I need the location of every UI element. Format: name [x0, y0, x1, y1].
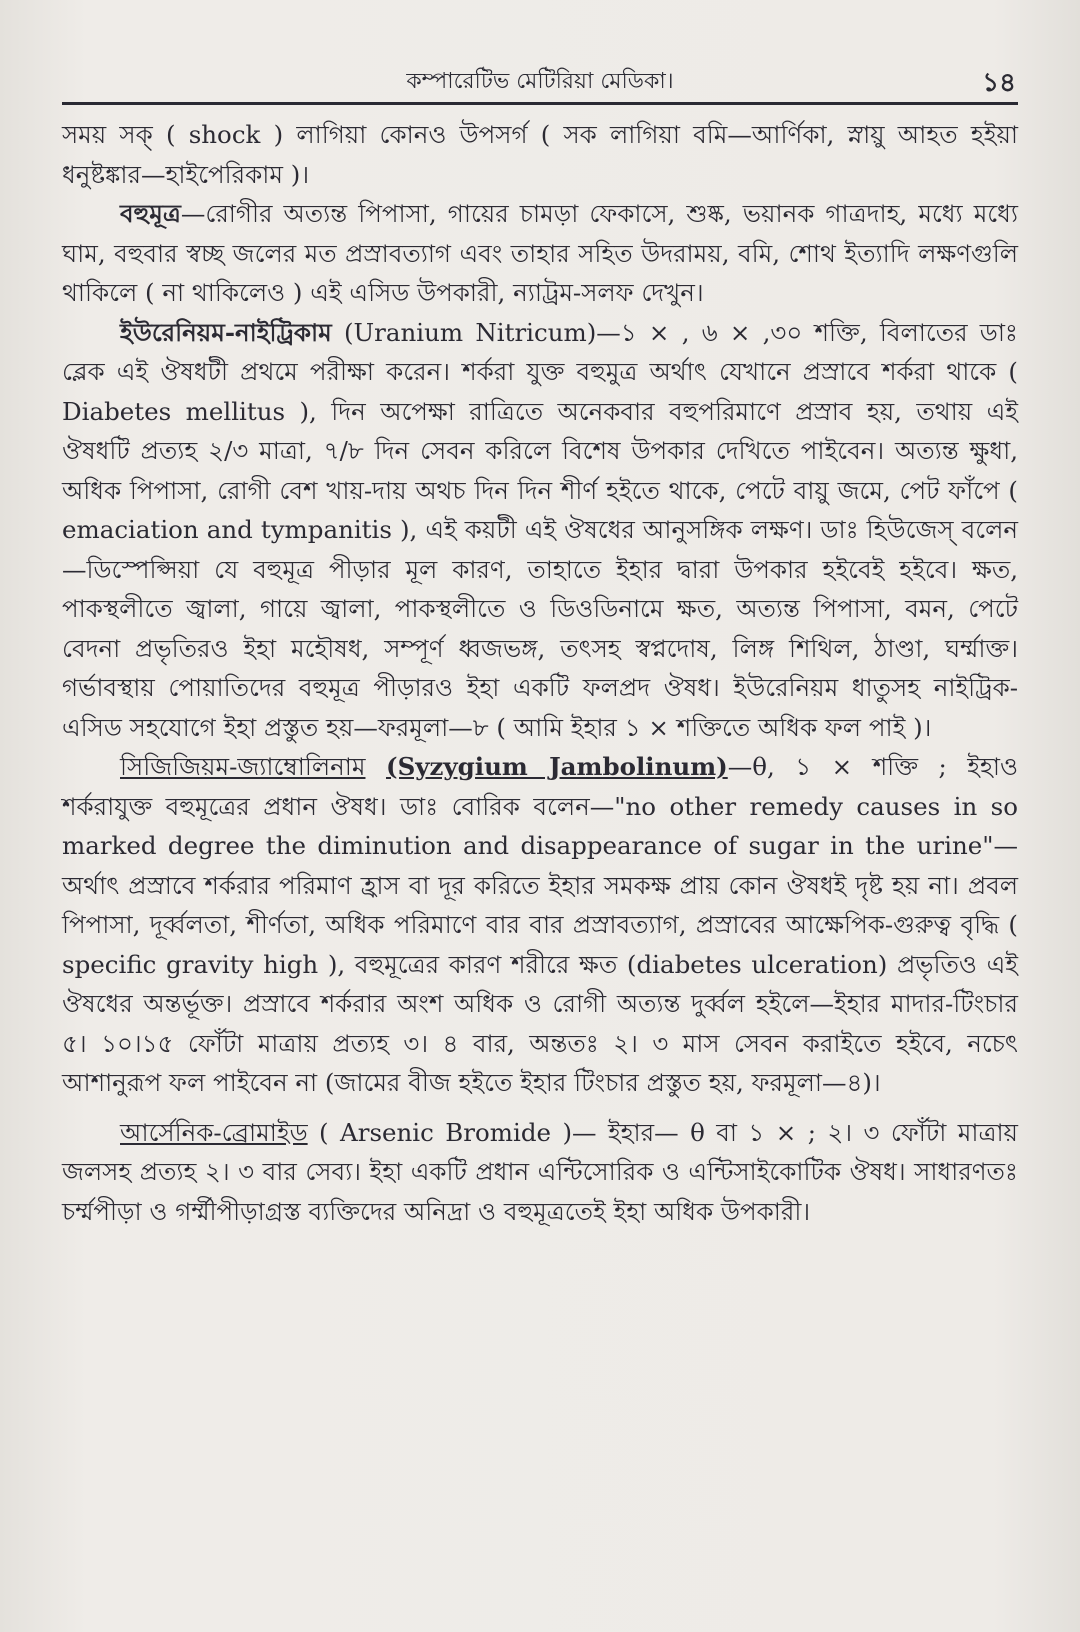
paragraph-text: সময় সক্ ( shock ) লাগিয়া কোনও উপসর্গ ( সক লাগিয়া বমি—আর্ণিকা, স্নায়ু আহত হইয়া ধনুষ্টঙ্কার—হাইপেরিকাম )।	[62, 120, 1018, 189]
paragraph-continuation	[62, 115, 1018, 194]
paragraph-text: —θ, ১ × শক্তি ; ইহাও শর্করাযুক্ত বহুমূত্রের প্রধান ঔষধ। ডাঃ বোরিক বলেন—	[62, 752, 1019, 821]
paragraph-uranium-nitricum	[62, 313, 1018, 748]
paragraph-bahumutra	[62, 194, 1018, 313]
entry-latin-name: (Syzygium Jambolinum)	[386, 752, 728, 781]
paragraph-text: —অর্থাৎ প্রস্রাবে শর্করার পরিমাণ হ্রাস বা দূর করিতে ইহার সমকক্ষ প্রায় কোন ঔষধই দৃষ্ট হয় না। প্রবল পিপাসা, দূর্ব্বলতা, শীর্ণতা, অধিক পরিমাণে বার বার প্রস্রাবত্যাগ, প্রস্রাবের আক্ষেপিক-গুরুত্ব বৃদ্ধি ( specific gravity high ), বহুমূত্রের কারণ শরীরে ক্ষত (diabetes ulceration) প্রভৃতিও এই ঔষধের অন্তর্ভূক্ত। প্রস্রাবে শর্করার অংশ অধিক ও রোগী অত্যন্ত দুর্ব্বল হইলে—ইহার মাদার-টিংচার ৫। ১০।১৫ ফোঁটা মাত্রায় প্রত্যহ ৩। ৪ বার, অন্ততঃ ২। ৩ মাস সেবন করাইতে হইবে, নচেৎ আশানুরূপ ফল পাইবেন না (জামের বীজ হইতে ইহার টিংচার প্রস্তুত হয়, ফরমূলা—৪)।	[62, 831, 1018, 1097]
entry-term: বহুমূত্র	[120, 199, 181, 228]
entry-term: আর্সেনিক-ব্রোমাইড	[120, 1117, 308, 1147]
page-number: ১৪	[982, 68, 1016, 98]
running-title: কম্পারেটিভ মেটিরিয়া মেডিকা।	[406, 69, 674, 94]
paragraph-syzygium	[62, 747, 1018, 1103]
paragraph-text: ( Arsenic Bromide )— ইহার— θ বা ১ × ; ২। ৩ ফোঁটা মাত্রায় জলসহ প্রত্যহ ২। ৩ বার সেব্য। ইহা একটি প্রধান এন্টিসোরিক ও এন্টিসাইকোটিক ঔষধ। সাধারণতঃ চর্ম্মপীড়া ও গর্ম্মীপীড়াগ্রস্ত ব্যক্তিদের অনিদ্রা ও বহুমূত্রতেই ইহা অধিক উপকারী।	[62, 1117, 1018, 1226]
paragraph-arsenic-bromide	[62, 1113, 1018, 1232]
entry-term: সিজিজিয়ম-জ্যাম্বোলিনাম	[120, 752, 366, 781]
header-rule	[62, 102, 1018, 105]
english-quote: "no other remedy causes in so marked degree the diminution and disappearance of sugar in the urine"	[62, 791, 1018, 860]
paragraph-text: —রোগীর অত্যন্ত পিপাসা, গায়ের চামড়া ফেকাসে, শুষ্ক, ভয়ানক গাত্রদাহ, মধ্যে মধ্যে ঘাম, বহুবার স্বচ্ছ জলের মত প্রস্রাবত্যাগ এবং তাহার সহিত উদরাময়, বমি, শোথ ইত্যাদি লক্ষণগুলি থাকিলে ( না থাকিলেও ) এই এসিড উপকারী, ন্যাট্রম-সলফ দেখুন।	[62, 199, 1018, 307]
page-body	[62, 115, 1018, 1231]
running-header	[62, 58, 1018, 98]
paragraph-text: (Uranium Nitricum)—১ × , ৬ × ,৩০ শক্তি, বিলাতের ডাঃ ব্লেক এই ঔষধটী প্রথমে পরীক্ষা করেন। শর্করা যুক্ত বহুমুত্র অর্থাৎ যেখানে প্রস্রাবে শর্করা থাকে ( Diabetes mellitus ), দিন অপেক্ষা রাত্রিতে অনেকবার বহুপরিমাণে প্রস্রাব হয়, তথায় এই ঔষধটি প্রত্যহ ২/৩ মাত্রা, ৭/৮ দিন সেবন করিলে বিশেষ উপকার দেখিতে পাইবেন। অত্যন্ত ক্ষুধা, অধিক পিপাসা, রোগী বেশ খায়-দায় অথচ দিন দিন শীর্ণ হইতে থাকে, পেটে বায়ু জমে, পেট ফাঁপে ( emaciation and tympanitis ), এই কয়টী এই ঔষধের আনুসঙ্গিক লক্ষণ। ডাঃ হিউজেস্ বলেন—ডিস্পেপ্সিয়া যে বহুমূত্র পীড়ার মূল কারণ, তাহাতে ইহার দ্বারা উপকার হইবেই হইবে। ক্ষত, পাকস্থলীতে জ্বালা, গায়ে জ্বালা, পাকস্থলীতে ও ডিওডিনামে ক্ষত, অত্যন্ত পিপাসা, বমন, পেটে বেদনা প্রভৃতিরও ইহা মহৌষধ, সম্পূর্ণ ধ্বজভঙ্গ, তৎসহ স্বপ্নদোষ, লিঙ্গ শিথিল, ঠাণ্ডা, ঘর্ম্মাক্ত। গর্ভাবস্থায় পোয়াতিদের বহুমূত্র পীড়ারও ইহা একটি ফলপ্রদ ঔষধ। ইউরেনিয়ম ধাতুসহ নাইট্রিক-এসিড সহযোগে ইহা প্রস্তুত হয়—ফরমূলা—৮ ( আমি ইহার ১ × শক্তিতে অধিক ফল পাই )।	[62, 317, 1018, 742]
entry-term: ইউরেনিয়ম-নাইট্রিকাম	[120, 317, 332, 347]
